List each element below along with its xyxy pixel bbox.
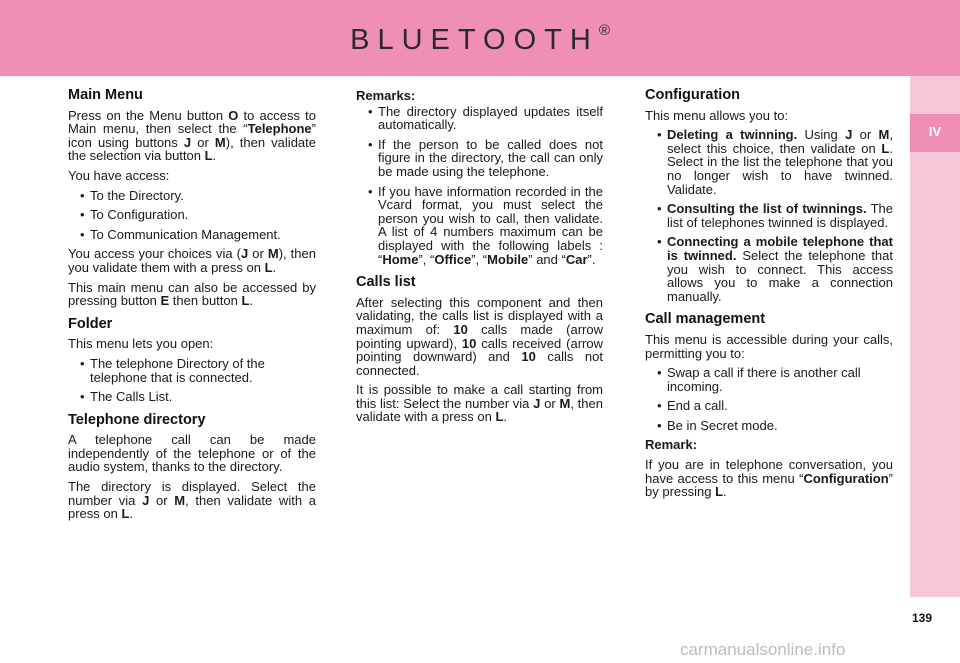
trademark-symbol: ® [598,22,610,39]
folder-heading: Folder [68,315,113,332]
column-right [645,89,893,505]
calls-list-heading: Calls list [356,274,416,291]
list-item: • Deleting a twinning. Using J or M, select this choice, then validate on L. Select in the list the telephone that you no longer wish to have twinned. Validate. [645,128,893,196]
list-item: • To Communication Management. [68,228,316,242]
main-menu-paragraph: Press on the Menu button O to access to Main menu, then select the “Telephone” icon using buttons J or M), then validate the selection via button L. [68,107,317,164]
remark-paragraph: If you are in telephone conversation, you have access to this menu “Configuration” by pressing L. [645,457,893,500]
calls-list-paragraph: After selecting this component and then validating, the calls list is displayed with a maximum of: 10 calls made (arrow pointing upward), 10 calls received (arrow pointing downward) and 10 calls not connected. [356,294,603,378]
page-number: 139 [912,611,933,625]
list-item: • Connecting a mobile telephone that is twinned. Select the telephone that you wish to connect. This access allows you to make a connection manually. [645,235,893,303]
remarks-heading: Remarks: [356,88,416,103]
folder-list [68,357,316,404]
call-management-list [645,366,893,432]
call-management-heading: Call management [645,311,766,328]
column-middle [356,89,603,430]
page-title: BLUETOOTH® [350,22,610,56]
header-band [0,0,960,76]
remarks-list [366,105,603,267]
list-item: • The directory displayed updates itself automatically. [366,105,603,132]
configuration-list [645,128,893,303]
list-item: • Swap a call if there is another call incoming. [645,366,893,393]
list-item: • Consulting the list of twinnings. The list of telephones twinned is displayed. [645,202,893,229]
configuration-intro: This menu allows you to: [645,107,789,123]
telephone-directory-heading: Telephone directory [68,411,206,428]
list-item: • The telephone Directory of the telephone that is connected. [68,357,316,384]
configuration-heading: Configuration [645,87,741,103]
shortcut-paragraph: This main menu can also be accessed by pressing button E then button L. [68,279,316,309]
directory-select-paragraph: The directory is displayed. Select the number via J or M, then validate with a press on L. [68,479,316,522]
list-item: • End a call. [645,399,893,413]
list-item: • The Calls List. [68,390,316,404]
sidebar-strip-top [910,76,960,114]
list-item: • Be in Secret mode. [645,419,893,433]
list-item: • To Configuration. [68,208,316,222]
list-item: • To the Directory. [68,189,316,203]
call-management-intro: This menu is accessible during your calls, permitting you to: [645,331,893,361]
folder-intro: This menu lets you open: [68,336,214,352]
chapter-tab: IV [910,114,960,152]
access-intro: You have access: [68,167,170,183]
directory-paragraph: A telephone call can be made independently of the telephone or of the audio system, thanks to the directory. [68,432,316,475]
access-list [68,189,316,242]
choices-paragraph: You access your choices via (J or M), then you validate them with a press on L. [68,246,316,275]
watermark: carmanualsonline.info [680,640,846,659]
main-menu-heading: Main Menu [68,87,143,103]
remark-heading: Remark: [645,437,698,453]
sidebar-strip-bottom [910,152,960,597]
calls-list-select-paragraph: It is possible to make a call starting from this list: Select the number via J or M, then validate with a press on L. [356,382,603,425]
column-left [68,89,316,527]
list-item: • If you have information recorded in the Vcard format, you must select the person you wish to call, then validate. A list of 4 numbers maximum can be displayed with the following labels : “Home”, “Office”, “Mobile” and “Car”. [366,185,603,267]
list-item: • If the person to be called does not figure in the directory, the call can only be made using the telephone. [366,138,603,179]
